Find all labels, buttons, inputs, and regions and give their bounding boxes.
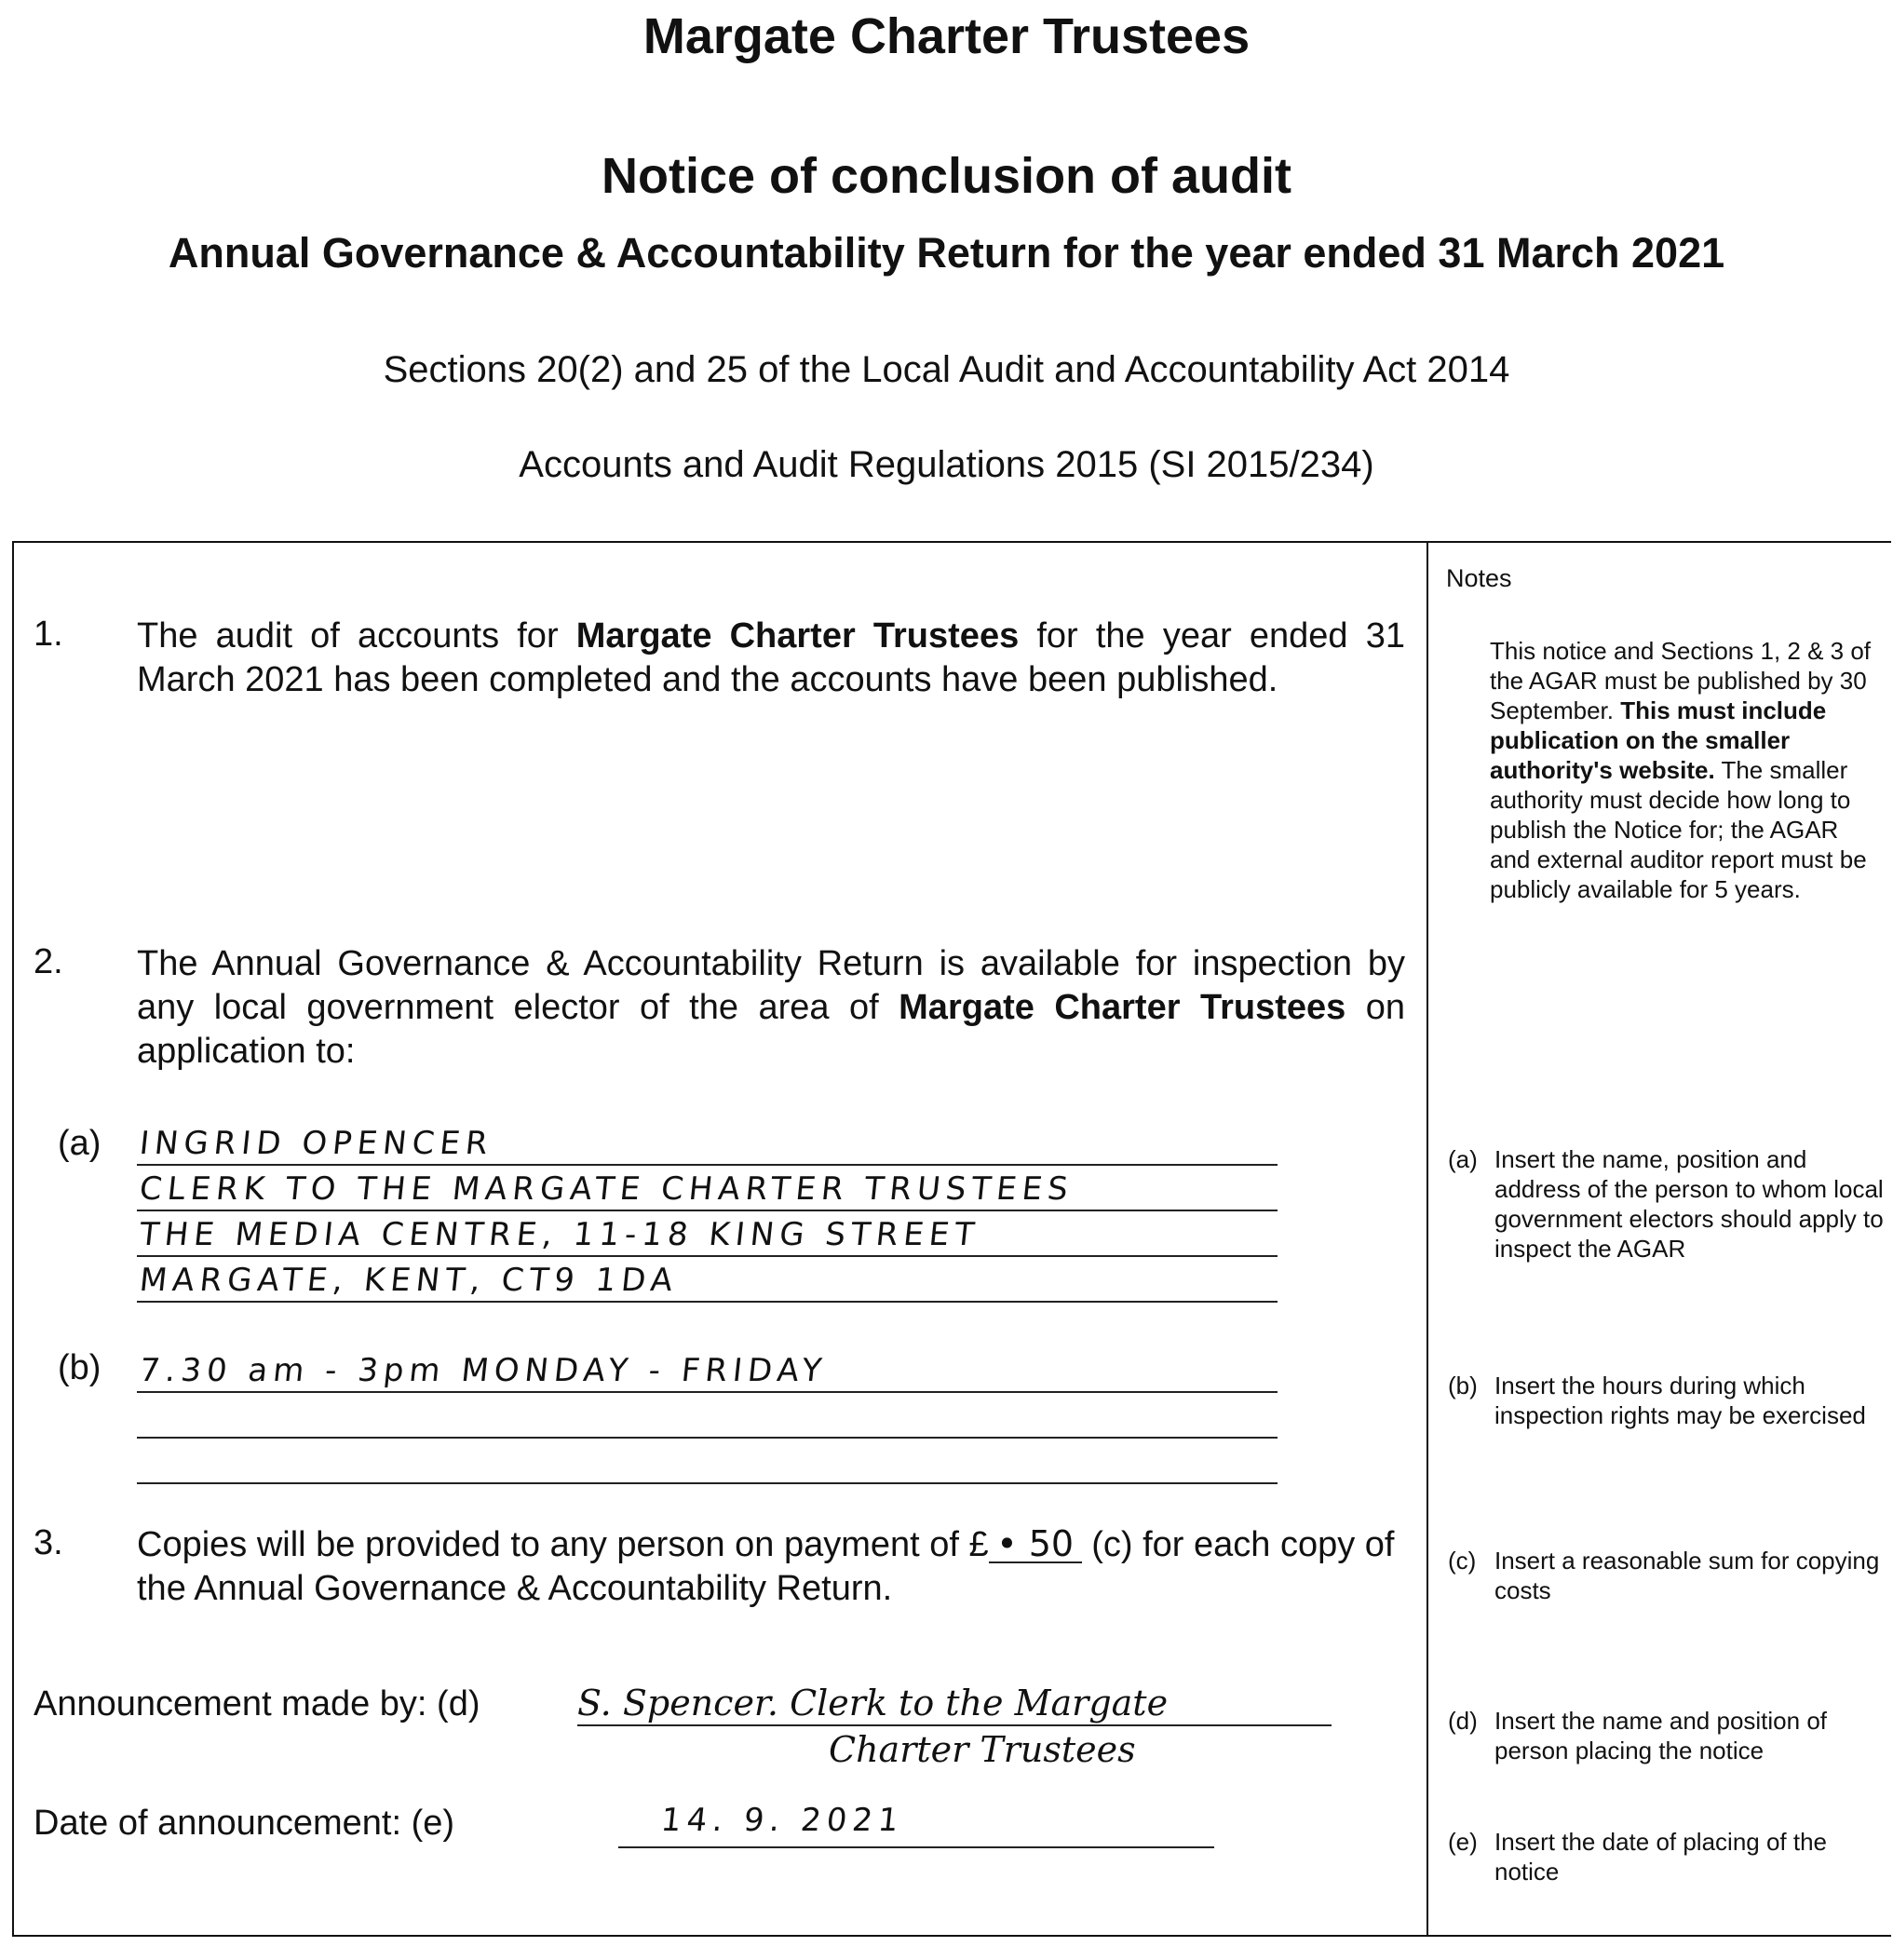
legislation-sections: Sections 20(2) and 25 of the Local Audit and Accountability Act 2014 bbox=[383, 349, 1510, 390]
announcement-date: 14. 9. 2021 bbox=[658, 1802, 906, 1839]
signature-line-2: Charter Trustees bbox=[829, 1729, 1136, 1770]
item-2-number: 2. bbox=[34, 942, 63, 981]
rule-line bbox=[137, 1164, 1278, 1166]
handwritten-position: CLERK TO THE MARGATE CHARTER TRUSTEES bbox=[137, 1170, 1075, 1208]
announcement-label: Announcement made by: (d) bbox=[34, 1684, 480, 1723]
rule-line bbox=[137, 1210, 1278, 1211]
rule-line bbox=[137, 1255, 1278, 1257]
field-b-label: (b) bbox=[58, 1348, 101, 1387]
notes-divider bbox=[1427, 541, 1428, 1937]
legislation-regulations: Accounts and Audit Regulations 2015 (SI 2015/234) bbox=[519, 444, 1374, 485]
item-1-text: The audit of accounts for Margate Charter Trustees for the year ended 31 March 2021 has been completed and the accounts have been published. bbox=[137, 616, 1405, 699]
handwritten-address-2: MARGATE, KENT, CT9 1DA bbox=[137, 1262, 681, 1299]
item-3-number: 3. bbox=[34, 1523, 63, 1562]
item-3-text: Copies will be provided to any person on payment of £ • 50 (c) for each copy of the Annual Governance & Accountability Return. bbox=[137, 1523, 1395, 1608]
rule-line bbox=[137, 1437, 1278, 1439]
handwritten-address-1: THE MEDIA CENTRE, 11-18 KING STREET bbox=[137, 1216, 982, 1253]
notes-publication-guidance: This notice and Sections 1, 2 & 3 of the AGAR must be published by 30 September. This must include publication on the smaller authority's website. The smaller authority must decide how long to publish the Notice for; the AGAR and external auditor report must be publicly available for 5 years. bbox=[1490, 637, 1872, 903]
rule-line bbox=[137, 1301, 1278, 1303]
field-a-label: (a) bbox=[58, 1124, 101, 1163]
handwritten-name: INGRID OPENCER bbox=[137, 1125, 495, 1162]
notice-title: Notice of conclusion of audit bbox=[602, 148, 1291, 204]
return-title: Annual Governance & Accountability Return for the year ended 31 March 2021 bbox=[168, 229, 1725, 277]
signature-underline bbox=[577, 1724, 1332, 1726]
organisation-title: Margate Charter Trustees bbox=[642, 8, 1251, 64]
date-label: Date of announcement: (e) bbox=[34, 1804, 455, 1843]
item-2-text: The Annual Governance & Accountability Return is available for inspection by any local government elector of the area of Margate Charter Trustees on application to: bbox=[137, 944, 1405, 1071]
copy-fee-amount: • 50 bbox=[989, 1526, 1082, 1563]
rule-line bbox=[137, 1482, 1278, 1484]
rule-line bbox=[137, 1391, 1278, 1393]
signature-line-1: S. Spencer. Clerk to the Margate bbox=[577, 1683, 1169, 1723]
item-1-number: 1. bbox=[34, 615, 63, 654]
handwritten-hours: 7.30 am - 3pm MONDAY - FRIDAY bbox=[137, 1352, 830, 1389]
date-underline bbox=[618, 1846, 1214, 1848]
notes-title: Notes bbox=[1446, 564, 1512, 592]
